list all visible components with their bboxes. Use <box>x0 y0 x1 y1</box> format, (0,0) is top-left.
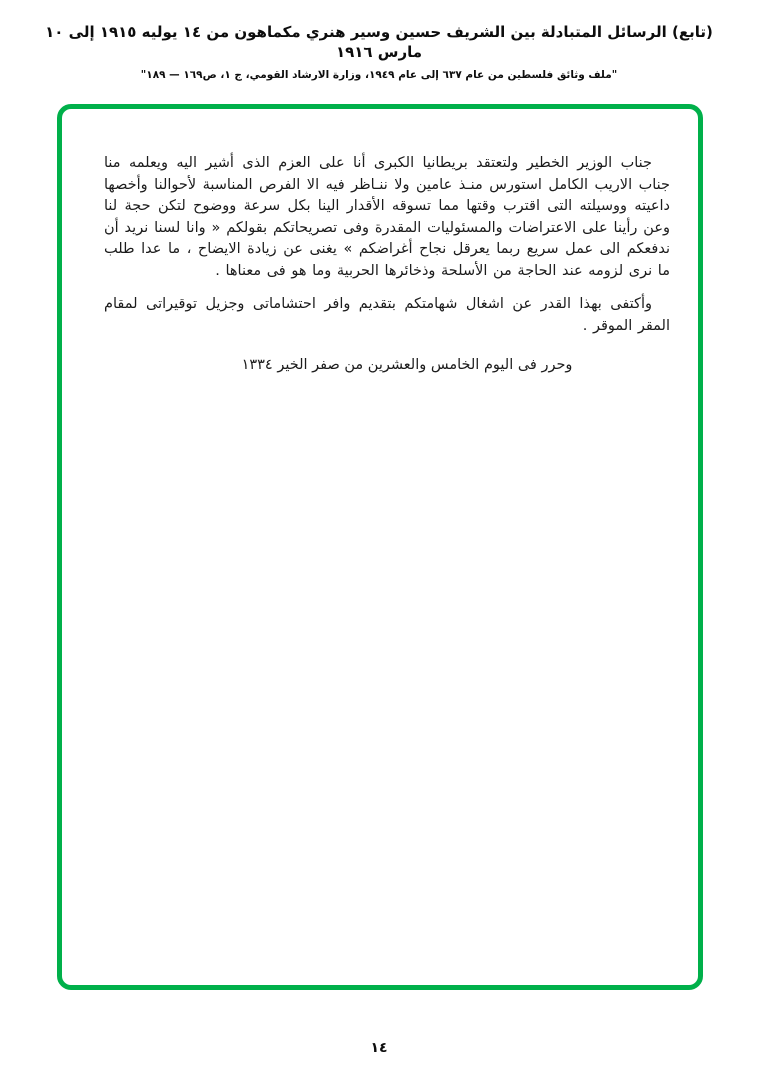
document-subtitle: "ملف وثائق فلسطين من عام ٦٣٧ إلى عام ١٩٤٩، وزارة الارشاد القومي، ج ١، ص١٦٩ — ١٨٩" <box>140 69 618 81</box>
letter-paragraph-body: جناب الوزير الخطير ولتعتقد بريطانيا الكبرى أنا على العزم الذى أشير اليه ويعلمه منا جناب الاريب الكامل استورس منـذ عامين ولا ننـاظر فيه الا الفرص المناسبة لأحوالنا وأخصها داعيته ووسيلته التى اقترب وقتها مما تسوقه الأقدار الينا بكل سرعة ووضوح لتكن حجة لنا وعن رأينا على الاعتراضات والمسئوليات المقدرة وفى تصريحاتكم بقولكم « وانا لسنا نريد أن ندفعكم الى عمل سريع ربما يعرقل نجاح أغراضكم » يغنى عن زيادة الايضاح ، ما عدا طلب ما نرى لزومه عند الحاجة من الأسلحة وذخائرها الحربية وما هو فى معناها . <box>104 155 670 279</box>
page-number: ١٤ <box>370 1040 388 1056</box>
document-header <box>0 22 758 82</box>
document-title: (تابع) الرسائل المتبادلة بين الشريف حسين وسير هنري مكماهون من ١٤ يوليه ١٩١٥ إلى ١٠ مارس ١٩١٦ <box>45 23 713 61</box>
page-footer <box>0 1037 758 1056</box>
letter-content <box>62 109 698 377</box>
letter-date-line: وحرر فى اليوم الخامس والعشرين من صفر الخير ١٣٣٤ <box>241 357 573 373</box>
letter-border-box <box>57 104 703 990</box>
letter-paragraph-closing: وأكتفى بهذا القدر عن اشغال شهامتكم بتقديم وافر احتشاماتى وجزيل توقيراتى لمقام المقر الموقر . <box>104 296 670 334</box>
